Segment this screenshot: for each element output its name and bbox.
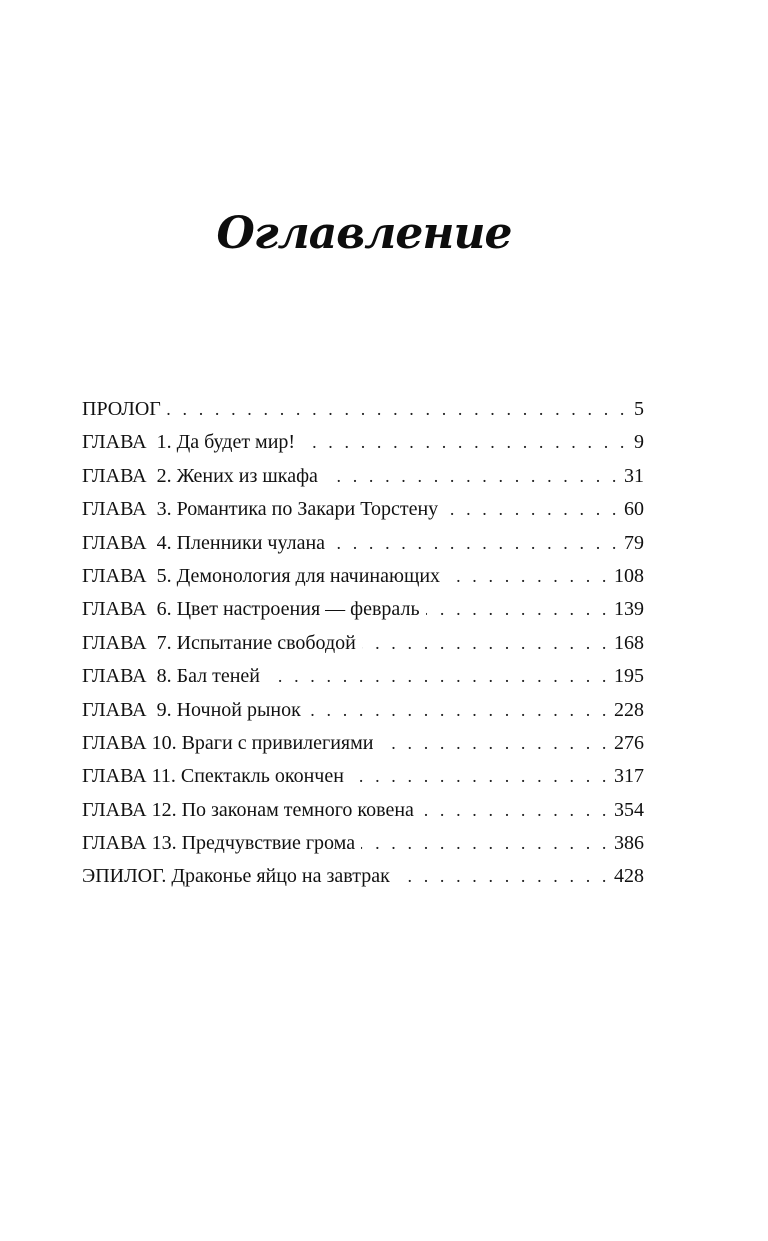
toc-entry-title: ГЛАВА 3. Романтика по Закари Торстену: [82, 498, 439, 521]
toc-page-number: 168: [614, 631, 644, 654]
toc-entry-title: ГЛАВА 13. Предчувствие грома: [82, 832, 356, 855]
toc-entry-chapter-3: [82, 493, 644, 526]
dot-leader: [350, 760, 610, 793]
toc-entry-chapter-9: [82, 694, 644, 727]
toc-entry-chapter-8: [82, 660, 644, 693]
toc-page-number: 386: [614, 832, 644, 855]
toc-entry-title: ГЛАВА 6. Цвет настроения — февраль: [82, 598, 420, 621]
dot-leader: [324, 460, 620, 493]
toc-entry-title: ГЛАВА 7. Испытание свободой: [82, 631, 356, 654]
toc-page-number: 108: [614, 564, 644, 587]
toc-entry-title: ПРОЛОГ: [82, 398, 161, 420]
toc-entry-chapter-7: [82, 627, 644, 660]
toc-entry-title: ГЛАВА 12. По законам темного ковена: [82, 798, 414, 821]
toc-page-number: 9: [634, 431, 644, 454]
toc-entry-prologue: [82, 393, 644, 426]
toc-entry-chapter-5: [82, 560, 644, 593]
toc-page-number: 60: [624, 498, 644, 521]
dot-leader: [331, 527, 620, 560]
toc-page-number: 79: [624, 531, 644, 554]
dot-leader: [266, 660, 610, 693]
toc-entry-chapter-13: [82, 827, 644, 860]
dot-leader: [301, 426, 628, 459]
dot-leader: [307, 694, 610, 727]
toc-page-number: 195: [614, 665, 644, 688]
toc-entry-title: ГЛАВА 1. Да будет мир!: [82, 431, 296, 454]
dot-leader: [426, 593, 610, 626]
toc-entry-title: ГЛАВА 11. Спектакль окончен: [82, 765, 344, 788]
toc-entry-title: ГЛАВА 5. Демонология для начинающих: [82, 564, 441, 587]
toc-entry-chapter-4: [82, 527, 644, 560]
toc-entry-chapter-1: [82, 426, 644, 459]
toc-entry-title: ГЛАВА 2. Жених из шкафа: [82, 464, 318, 487]
toc-entry-title: ЭПИЛОГ. Драконье яйцо на завтрак: [82, 865, 390, 888]
toc-entry-title: ГЛАВА 8. Бал теней: [82, 665, 261, 688]
dot-leader: [396, 860, 610, 893]
dot-leader: [420, 794, 610, 827]
toc-entry-title: ГЛАВА 4. Пленники чулана: [82, 531, 326, 554]
toc-entry-chapter-2: [82, 460, 644, 493]
toc-page-number: 228: [614, 698, 644, 721]
toc-entry-chapter-12: [82, 794, 644, 827]
toc-entry-epilogue: [82, 860, 644, 893]
dot-leader: [167, 393, 628, 426]
dot-leader: [446, 560, 610, 593]
toc-page-number: 5: [634, 398, 644, 420]
dot-leader: [444, 493, 620, 526]
toc-entry-chapter-11: [82, 760, 644, 793]
dot-leader: [362, 627, 610, 660]
table-of-contents: [82, 393, 644, 894]
page-title: Оглавление: [216, 208, 512, 259]
dot-leader: [379, 727, 610, 760]
toc-entry-title: ГЛАВА 9. Ночной рынок: [82, 698, 301, 721]
dot-leader: [361, 827, 610, 860]
toc-entry-chapter-6: [82, 593, 644, 626]
toc-page-number: 31: [624, 464, 644, 487]
toc-page-number: 354: [614, 798, 644, 821]
toc-entry-title: ГЛАВА 10. Враги с привилегиями: [82, 731, 374, 754]
toc-entry-chapter-10: [82, 727, 644, 760]
toc-page-number: 139: [614, 598, 644, 621]
toc-page-number: 317: [614, 765, 644, 788]
toc-page-number: 428: [614, 865, 644, 888]
toc-page-number: 276: [614, 731, 644, 754]
